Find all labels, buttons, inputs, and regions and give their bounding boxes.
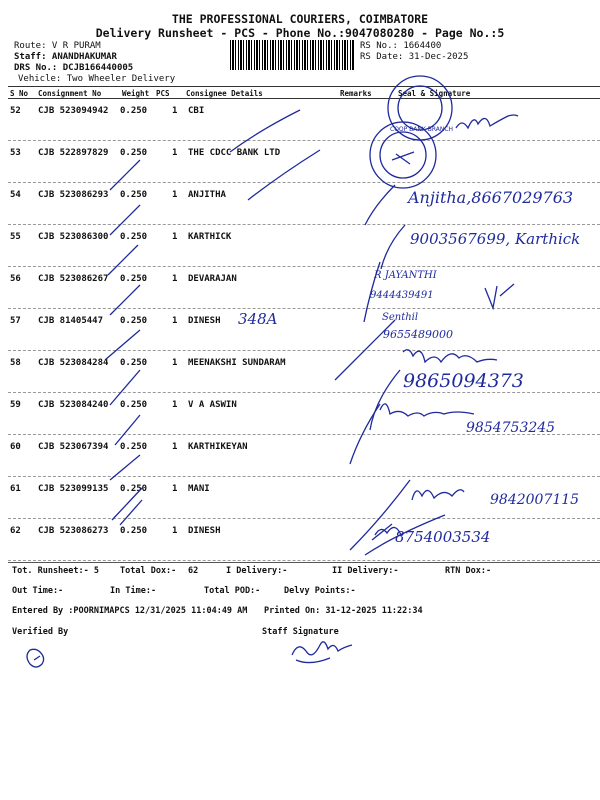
tot-runsheet: Tot. Runsheet:- 5 xyxy=(12,566,99,576)
signature-55-text: 9003567699, Karthick xyxy=(410,230,581,248)
signature-56-phone: 9444439491 xyxy=(370,290,434,301)
verified-scribble xyxy=(27,649,44,667)
note-348a: 348A xyxy=(238,310,278,328)
out-time: Out Time:- xyxy=(12,586,64,596)
cell-pcs: 1 xyxy=(172,106,178,116)
cell-consignee: CBI xyxy=(188,106,205,116)
cell-sno: 54 xyxy=(10,190,21,200)
staff-signature xyxy=(292,642,352,663)
ii-delivery: II Delivery:- xyxy=(332,566,399,576)
cell-cno: CJB 522897829 xyxy=(38,148,109,158)
delvy-points: Delvy Points:- xyxy=(284,586,356,596)
cell-cno: CJB 523067394 xyxy=(38,442,109,452)
table-row xyxy=(8,435,600,477)
cell-cno: CJB 523086273 xyxy=(38,526,109,536)
cell-consignee: DINESH xyxy=(188,316,221,326)
col-sno: S No xyxy=(10,89,29,98)
cell-pcs: 1 xyxy=(172,358,178,368)
col-pcs: PCS xyxy=(156,89,170,98)
cell-pcs: 1 xyxy=(172,232,178,242)
table-row xyxy=(8,309,600,351)
cell-consignee: ANJITHA xyxy=(188,190,226,200)
cell-pcs: 1 xyxy=(172,148,178,158)
rs-date: RS Date: 31-Dec-2025 xyxy=(360,52,469,62)
cell-consignee: KARTHICK xyxy=(188,232,232,242)
cell-consignee: MEENAKSHI SUNDARAM xyxy=(188,358,286,368)
cell-cno: CJB 523086267 xyxy=(38,274,109,284)
cell-weight: 0.250 xyxy=(120,106,148,116)
col-consignee: Consignee Details xyxy=(186,89,263,98)
signature-62-phone: 8754003534 xyxy=(395,528,491,546)
cell-pcs: 1 xyxy=(172,274,178,284)
cell-sno: 60 xyxy=(10,442,21,452)
table-row xyxy=(8,267,600,309)
cell-weight: 0.250 xyxy=(120,274,148,284)
cell-pcs: 1 xyxy=(172,400,178,410)
cell-consignee: V A ASWIN xyxy=(188,400,237,410)
totals-rule xyxy=(8,562,600,563)
route: Route: V R PURAM xyxy=(14,41,101,51)
cell-sno: 61 xyxy=(10,484,21,494)
cell-sno: 53 xyxy=(10,148,21,158)
title: THE PROFESSIONAL COURIERS, COIMBATORE xyxy=(171,12,429,26)
signature-61-phone: 9842007115 xyxy=(490,492,580,508)
signature-57-name: Senthil xyxy=(382,312,419,323)
cell-consignee: MANI xyxy=(188,484,210,494)
cell-consignee: DINESH xyxy=(188,526,221,536)
col-remarks: Remarks xyxy=(340,89,372,98)
cell-weight: 0.250 xyxy=(120,190,148,200)
cell-weight: 0.250 xyxy=(120,232,148,242)
cell-sno: 55 xyxy=(10,232,21,242)
total-dox-value: 62 xyxy=(188,566,199,576)
cell-weight: 0.250 xyxy=(120,400,148,410)
cell-weight: 0.250 xyxy=(120,526,148,536)
header-rule-top xyxy=(8,86,600,87)
col-seal: Seal & Signature xyxy=(398,89,471,98)
printed-on: Printed On: 31-12-2025 11:22:34 xyxy=(264,606,423,616)
staff: Staff: ANANDHAKUMAR xyxy=(14,52,117,62)
cell-sno: 58 xyxy=(10,358,21,368)
table-row xyxy=(8,141,600,183)
cell-pcs: 1 xyxy=(172,442,178,452)
rtn-dox: RTN Dox:- xyxy=(445,566,492,576)
staff-signature-label: Staff Signature xyxy=(262,627,339,637)
rs-no: RS No.: 1664400 xyxy=(360,41,442,51)
table-row xyxy=(8,99,600,141)
i-delivery: I Delivery:- xyxy=(226,566,288,576)
cell-weight: 0.250 xyxy=(120,484,148,494)
barcode xyxy=(230,40,355,70)
signature-54-text: Anjitha,8667029763 xyxy=(408,188,574,207)
cell-pcs: 1 xyxy=(172,190,178,200)
cell-sno: 56 xyxy=(10,274,21,284)
in-time: In Time:- xyxy=(110,586,157,596)
cell-consignee: THE CDCC BANK LTD xyxy=(188,148,281,158)
stamp-2-text: COOP BANK BRANCH xyxy=(390,126,454,133)
cell-cno: CJB 523084284 xyxy=(38,358,109,368)
cell-weight: 0.250 xyxy=(120,442,148,452)
signature-56-name: R JAYANTHI xyxy=(374,270,437,281)
cell-sno: 52 xyxy=(10,106,21,116)
cell-cno: CJB 523086293 xyxy=(38,190,109,200)
cell-cno: CJB 523094942 xyxy=(38,106,109,116)
vehicle: Vehicle: Two Wheeler Delivery xyxy=(18,74,176,84)
signature-58-phone: 9865094373 xyxy=(403,370,524,392)
drs-no: DRS No.: DCJB166440005 xyxy=(14,63,134,73)
cell-cno: CJB 81405447 xyxy=(38,316,104,326)
verified-by: Verified By xyxy=(12,627,69,637)
cell-sno: 59 xyxy=(10,400,21,410)
signature-59-phone: 9854753245 xyxy=(466,420,556,436)
cell-pcs: 1 xyxy=(172,316,178,326)
cell-cno: CJB 523086300 xyxy=(38,232,109,242)
cell-cno: CJB 523084240 xyxy=(38,400,109,410)
cell-pcs: 1 xyxy=(172,526,178,536)
cell-consignee: KARTHIKEYAN xyxy=(188,442,248,452)
cell-sno: 62 xyxy=(10,526,21,536)
signature-57-phone: 9655489000 xyxy=(383,328,453,341)
subtitle: Delivery Runsheet - PCS - Phone No.:9047080280 - Page No.:5 xyxy=(95,26,505,40)
total-dox-label: Total Dox:- xyxy=(120,566,177,576)
col-weight: Weight xyxy=(122,89,150,98)
entered-by: Entered By :POORNIMAPCS 12/31/2025 11:04:49 AM xyxy=(12,606,248,616)
col-consignment: Consignment No xyxy=(38,89,102,98)
cell-weight: 0.250 xyxy=(120,148,148,158)
cell-weight: 0.250 xyxy=(120,316,148,326)
total-pod: Total POD:- xyxy=(204,586,261,596)
row-divider xyxy=(8,560,600,561)
cell-cno: CJB 523099135 xyxy=(38,484,109,494)
cell-weight: 0.250 xyxy=(120,358,148,368)
cell-consignee: DEVARAJAN xyxy=(188,274,237,284)
cell-sno: 57 xyxy=(10,316,21,326)
table-row xyxy=(8,519,600,561)
cell-pcs: 1 xyxy=(172,484,178,494)
